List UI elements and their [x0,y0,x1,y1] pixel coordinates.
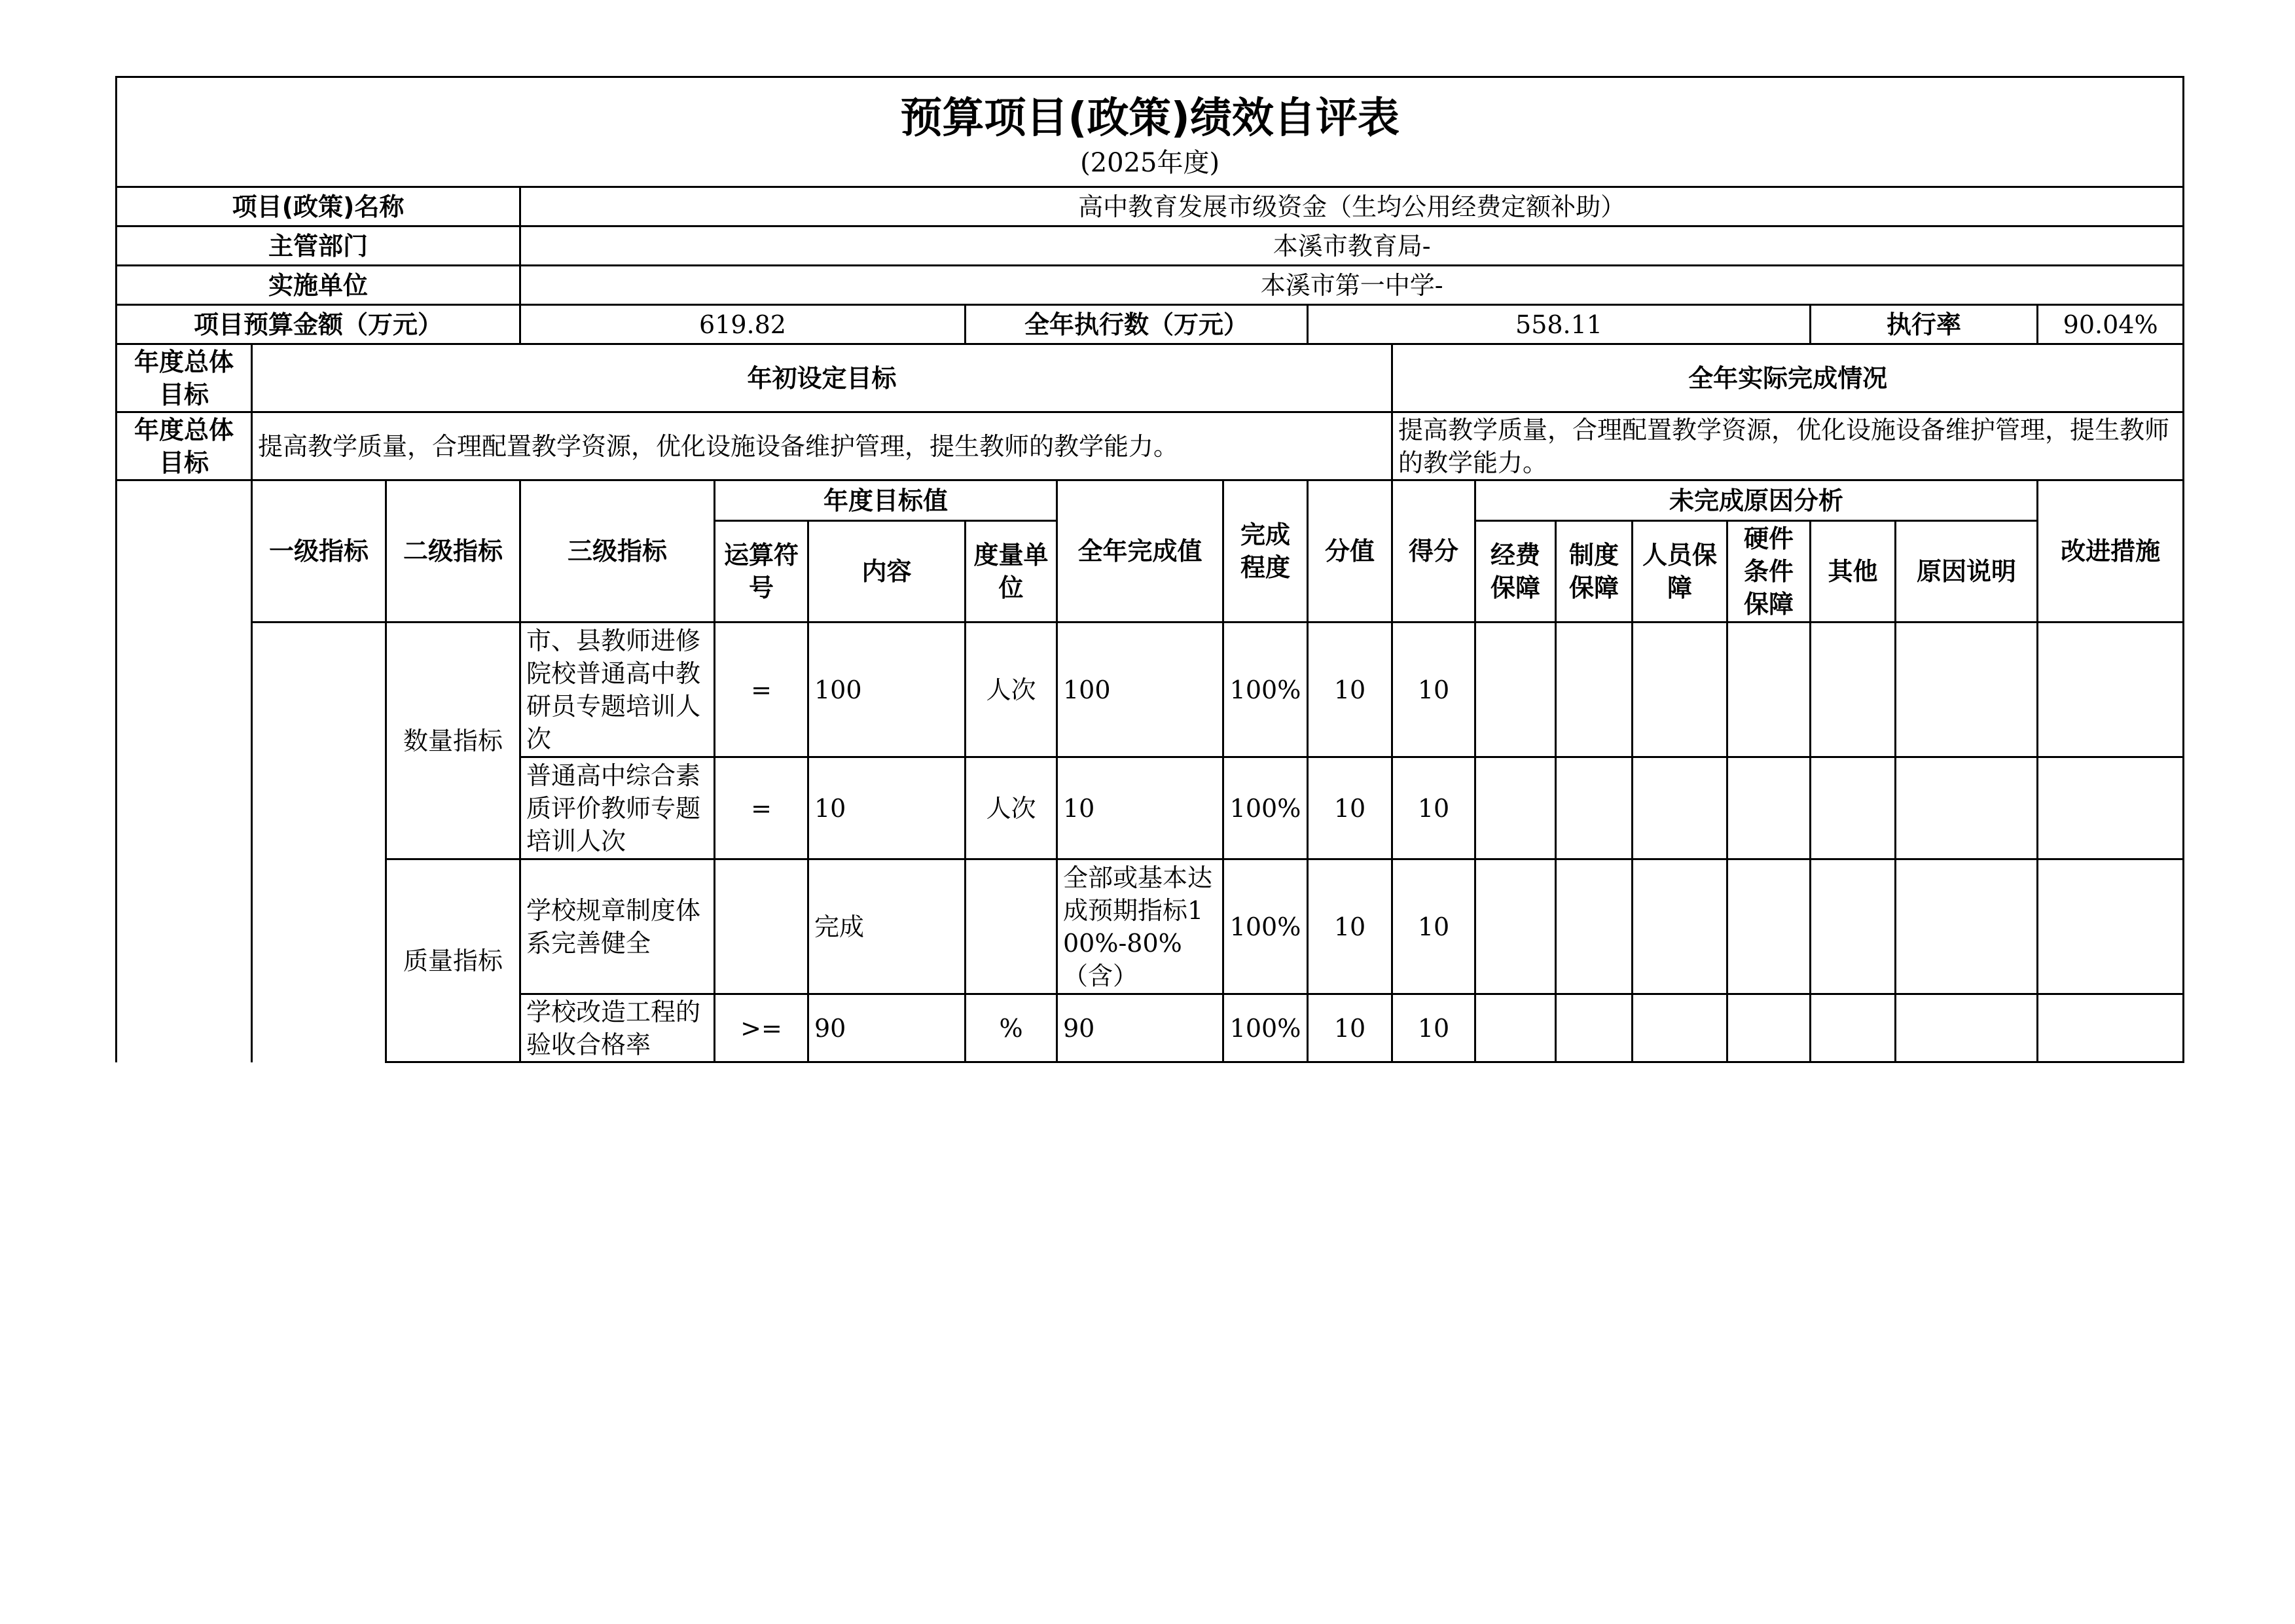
budget-value: 619.82 [520,305,966,344]
performance-table [115,76,2184,1063]
budget-label: 项目预算金额（万元） [117,305,520,344]
header-funding: 经费保障 [1475,521,1556,623]
indicator-actual: 10 [1057,757,1223,859]
indicator-operator [715,859,808,994]
actual-goal-header: 全年实际完成情况 [1392,344,2184,412]
indicator-actual: 90 [1057,994,1223,1062]
empty-cell [1896,994,2038,1062]
empty-cell [1896,757,2038,859]
header-content: 内容 [808,521,966,623]
dept-label: 主管部门 [117,226,520,266]
dept-value: 本溪市教育局- [520,226,2184,266]
indicator-operator: >= [715,994,808,1062]
empty-cell [2038,994,2184,1062]
header-level3: 三级指标 [520,480,715,623]
indicator-operator: = [715,623,808,757]
empty-cell [1811,994,1896,1062]
empty-cell [1475,757,1556,859]
header-level2: 二级指标 [386,480,520,623]
indicator-completion: 100% [1223,859,1308,994]
empty-cell [1727,859,1811,994]
empty-cell [1475,994,1556,1062]
indicator-name: 市、县教师进修院校普通高中教研员专题培训人次 [520,623,715,757]
empty-cell [1556,757,1633,859]
indicator-score: 10 [1392,859,1475,994]
unit-value: 本溪市第一中学- [520,266,2184,305]
level2-quantity: 数量指标 [386,623,520,859]
indicator-name: 普通高中综合素质评价教师专题培训人次 [520,757,715,859]
indicator-score-value: 10 [1308,623,1392,757]
planned-goal-header: 年初设定目标 [252,344,1392,412]
header-score-value: 分值 [1308,480,1392,623]
indicator-content: 完成 [808,859,966,994]
indicator-score: 10 [1392,623,1475,757]
project-name-label: 项目(政策)名称 [117,187,520,226]
indicator-content: 100 [808,623,966,757]
header-level1: 一级指标 [252,480,386,623]
indicator-unit: 人次 [966,623,1057,757]
empty-cell [1896,623,2038,757]
empty-cell [2038,757,2184,859]
empty-cell [1475,623,1556,757]
empty-cell [2038,859,2184,994]
empty-cell [1811,757,1896,859]
indicator-score: 10 [1392,994,1475,1062]
indicator-completion: 100% [1223,623,1308,757]
rate-value: 90.04% [2038,305,2184,344]
title-cell [117,77,2184,187]
indicator-side-cell [117,480,252,1062]
indicator-completion: 100% [1223,757,1308,859]
indicator-score-value: 10 [1308,757,1392,859]
project-name-value: 高中教育发展市级资金（生均公用经费定额补助） [520,187,2184,226]
header-system: 制度保障 [1556,521,1633,623]
empty-cell [1811,623,1896,757]
empty-cell [1633,623,1727,757]
indicator-content: 90 [808,994,966,1062]
unit-label: 实施单位 [117,266,520,305]
indicator-name: 学校改造工程的验收合格率 [520,994,715,1062]
indicator-actual: 全部或基本达成预期指标100%-80%（含） [1057,859,1223,994]
header-operator: 运算符号 [715,521,808,623]
indicator-operator: = [715,757,808,859]
indicator-content: 10 [808,757,966,859]
header-reason-group: 未完成原因分析 [1475,480,2038,521]
header-score: 得分 [1392,480,1475,623]
goal-header-label: 年度总体目标 [117,344,252,412]
rate-label: 执行率 [1811,305,2038,344]
level1-cell [252,623,386,1062]
empty-cell [1633,994,1727,1062]
executed-label: 全年执行数（万元） [966,305,1308,344]
level2-quality: 质量指标 [386,859,520,1062]
indicator-unit: 人次 [966,757,1057,859]
indicator-unit [966,859,1057,994]
header-target-group: 年度目标值 [715,480,1057,521]
actual-goal-text: 提高教学质量，合理配置教学资源，优化设施设备维护管理，提生教师的教学能力。 [1392,412,2184,480]
header-improve: 改进措施 [2038,480,2184,623]
empty-cell [1556,859,1633,994]
empty-cell [1633,859,1727,994]
empty-cell [1896,859,2038,994]
empty-cell [1475,859,1556,994]
goal-row-label: 年度总体目标 [117,412,252,480]
indicator-actual: 100 [1057,623,1223,757]
header-completion: 完成程度 [1223,480,1308,623]
empty-cell [1556,623,1633,757]
empty-cell [1727,757,1811,859]
indicator-score-value: 10 [1308,859,1392,994]
empty-cell [1811,859,1896,994]
indicator-completion: 100% [1223,994,1308,1062]
empty-cell [2038,623,2184,757]
planned-goal-text: 提高教学质量，合理配置教学资源，优化设施设备维护管理，提生教师的教学能力。 [252,412,1392,480]
header-staff: 人员保障 [1633,521,1727,623]
indicator-score-value: 10 [1308,994,1392,1062]
header-unit: 度量单位 [966,521,1057,623]
empty-cell [1727,994,1811,1062]
indicator-unit: % [966,994,1057,1062]
indicator-name: 学校规章制度体系完善健全 [520,859,715,994]
empty-cell [1727,623,1811,757]
page-title: 预算项目(政策)绩效自评表 [900,94,1400,143]
executed-value: 558.11 [1308,305,1811,344]
header-reason-desc: 原因说明 [1896,521,2038,623]
header-hardware: 硬件条件保障 [1727,521,1811,623]
empty-cell [1633,757,1727,859]
header-other: 其他 [1811,521,1896,623]
header-actual-value: 全年完成值 [1057,480,1223,623]
page-subtitle: (2025年度) [1080,147,1220,178]
empty-cell [1556,994,1633,1062]
indicator-score: 10 [1392,757,1475,859]
